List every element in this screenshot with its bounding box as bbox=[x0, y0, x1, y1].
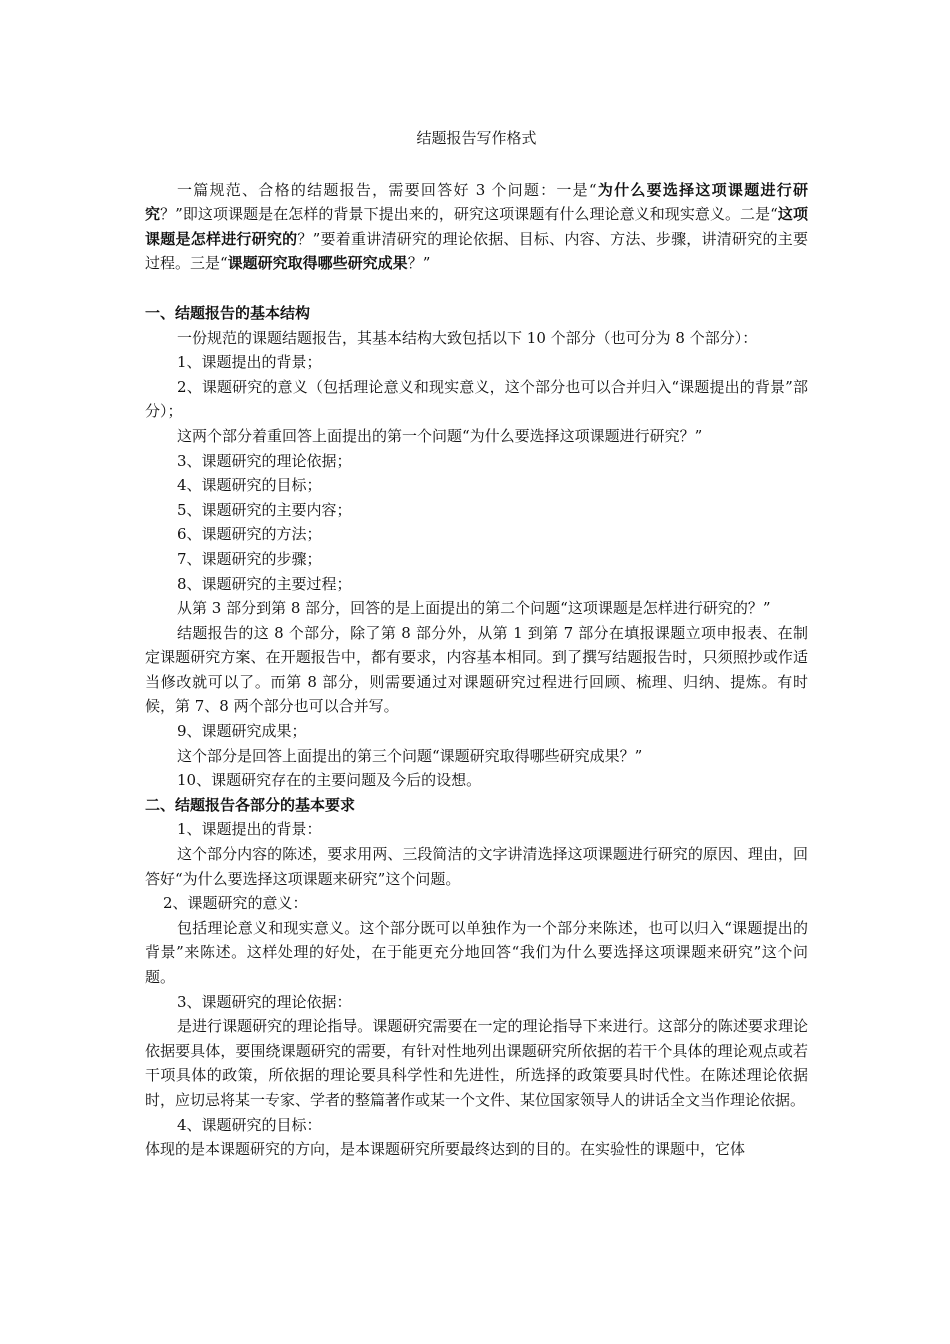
subsection-1-body: 这个部分内容的陈述，要求用两、三段简洁的文字讲清选择这项课题进行研究的原因、理由，回答好“为什么要选择这项课题来研究”这个问题。 bbox=[145, 845, 808, 888]
section-2-heading: 二、结题报告各部分的基本要求 bbox=[145, 795, 356, 814]
note-paragraph-1: 这两个部分着重回答上面提出的第一个问题“为什么要选择这项课题进行研究？” bbox=[177, 426, 703, 445]
intro-text-1: 一篇规范、合格的结题报告，需要回答好 3 个问题：一是“ bbox=[177, 180, 597, 199]
list-item-5: 5、课题研究的主要内容； bbox=[177, 500, 352, 519]
document-title: 结题报告写作格式 bbox=[416, 129, 537, 147]
note-paragraph-3: 结题报告的这 8 个部分，除了第 8 部分外，从第 1 到第 7 部分在填报课题立项申报表、在制定课题研究方案、在开题报告中，都有要求，内容基本相同。到了撰写结题报告时，只须照抄或作适当修改就可以了。而第 8 部分，则需要通过对课题研究过程进行回顾、梳理、归纳、提炼。有时候，第 7、8 两个部分也可以合并写。 bbox=[145, 623, 808, 716]
note-paragraph-2: 从第 3 部分到第 8 部分，回答的是上面提出的第二个问题“这项课题是怎样进行研究的？” bbox=[177, 599, 771, 618]
list-item-4: 4、课题研究的目标； bbox=[177, 476, 322, 495]
list-item-9: 9、课题研究成果； bbox=[177, 722, 307, 741]
subsection-2-body: 包括理论意义和现实意义。这个部分既可以单独作为一个部分来陈述，也可以归入“课题提出的背景”来陈述。这样处理的好处，在于能更充分地回答“我们为什么要选择这项课题来研究”这个问题。 bbox=[145, 918, 808, 986]
list-item-8: 8、课题研究的主要过程； bbox=[177, 574, 352, 593]
subsection-4-body: 体现的是本课题研究的方向，是本课题研究所要最终达到的目的。在实验性的课题中，它体 bbox=[145, 1140, 746, 1159]
intro-question-3: 课题研究取得哪些研究成果 bbox=[227, 254, 408, 273]
list-item-6: 6、课题研究的方法； bbox=[177, 525, 322, 544]
list-item-3: 3、课题研究的理论依据； bbox=[177, 451, 352, 470]
subsection-1-title: 1、课题提出的背景： bbox=[177, 820, 322, 839]
intro-question-1: 为什么要选择这项课题进行研究 bbox=[145, 180, 808, 224]
list-item-2: 2、课题研究的意义（包括理论意义和现实意义，这个部分也可以合并归入“课题提出的背景”部分）； bbox=[145, 377, 808, 421]
intro-question-2: 这项课题是怎样进行研究的 bbox=[145, 205, 808, 248]
intro-text-2: ？”即这项课题是在怎样的背景下提出来的，研究这项课题有什么理论意义和现实意义。二是“ bbox=[160, 205, 778, 224]
list-item-7: 7、课题研究的步骤； bbox=[177, 549, 322, 568]
subsection-3-body: 是进行课题研究的理论指导。课题研究需要在一定的理论指导下来进行。这部分的陈述要求理论依据要具体，要围绕课题研究的需要，有针对性地列出课题研究所依据的若干个具体的理论观点或若干项具体的政策，所依据的理论要具科学性和先进性，所选择的政策要具时代性。在陈述理论依据时，应切忌将某一专家、学者的整篇著作或某一个文件、某位国家领导人的讲话全文当作理论依据。 bbox=[145, 1017, 808, 1109]
subsection-3-title: 3、课题研究的理论依据： bbox=[177, 992, 352, 1011]
document-body bbox=[145, 126, 808, 1162]
spacer bbox=[145, 276, 808, 301]
subsection-2-title: 2、课题研究的意义： bbox=[163, 894, 308, 913]
section-1-intro: 一份规范的课题结题报告，其基本结构大致包括以下 10 个部分（也可分为 8 个部分）： bbox=[177, 328, 758, 347]
note-paragraph-4: 这个部分是回答上面提出的第三个问题“课题研究取得哪些研究成果？” bbox=[177, 746, 643, 765]
list-item-10: 10、课题研究存在的主要问题及今后的设想。 bbox=[177, 771, 482, 790]
subsection-4-title: 4、课题研究的目标： bbox=[177, 1115, 322, 1134]
intro-text-3: ？”要着重讲清研究的理论依据、目标、内容、方法、步骤，讲清研究的主要过程。三是“ bbox=[145, 229, 808, 273]
section-1-heading: 一、结题报告的基本结构 bbox=[145, 303, 311, 322]
intro-paragraph bbox=[145, 178, 808, 276]
intro-text-4: ？” bbox=[407, 254, 431, 273]
list-item-1: 1、课题提出的背景； bbox=[177, 353, 322, 372]
